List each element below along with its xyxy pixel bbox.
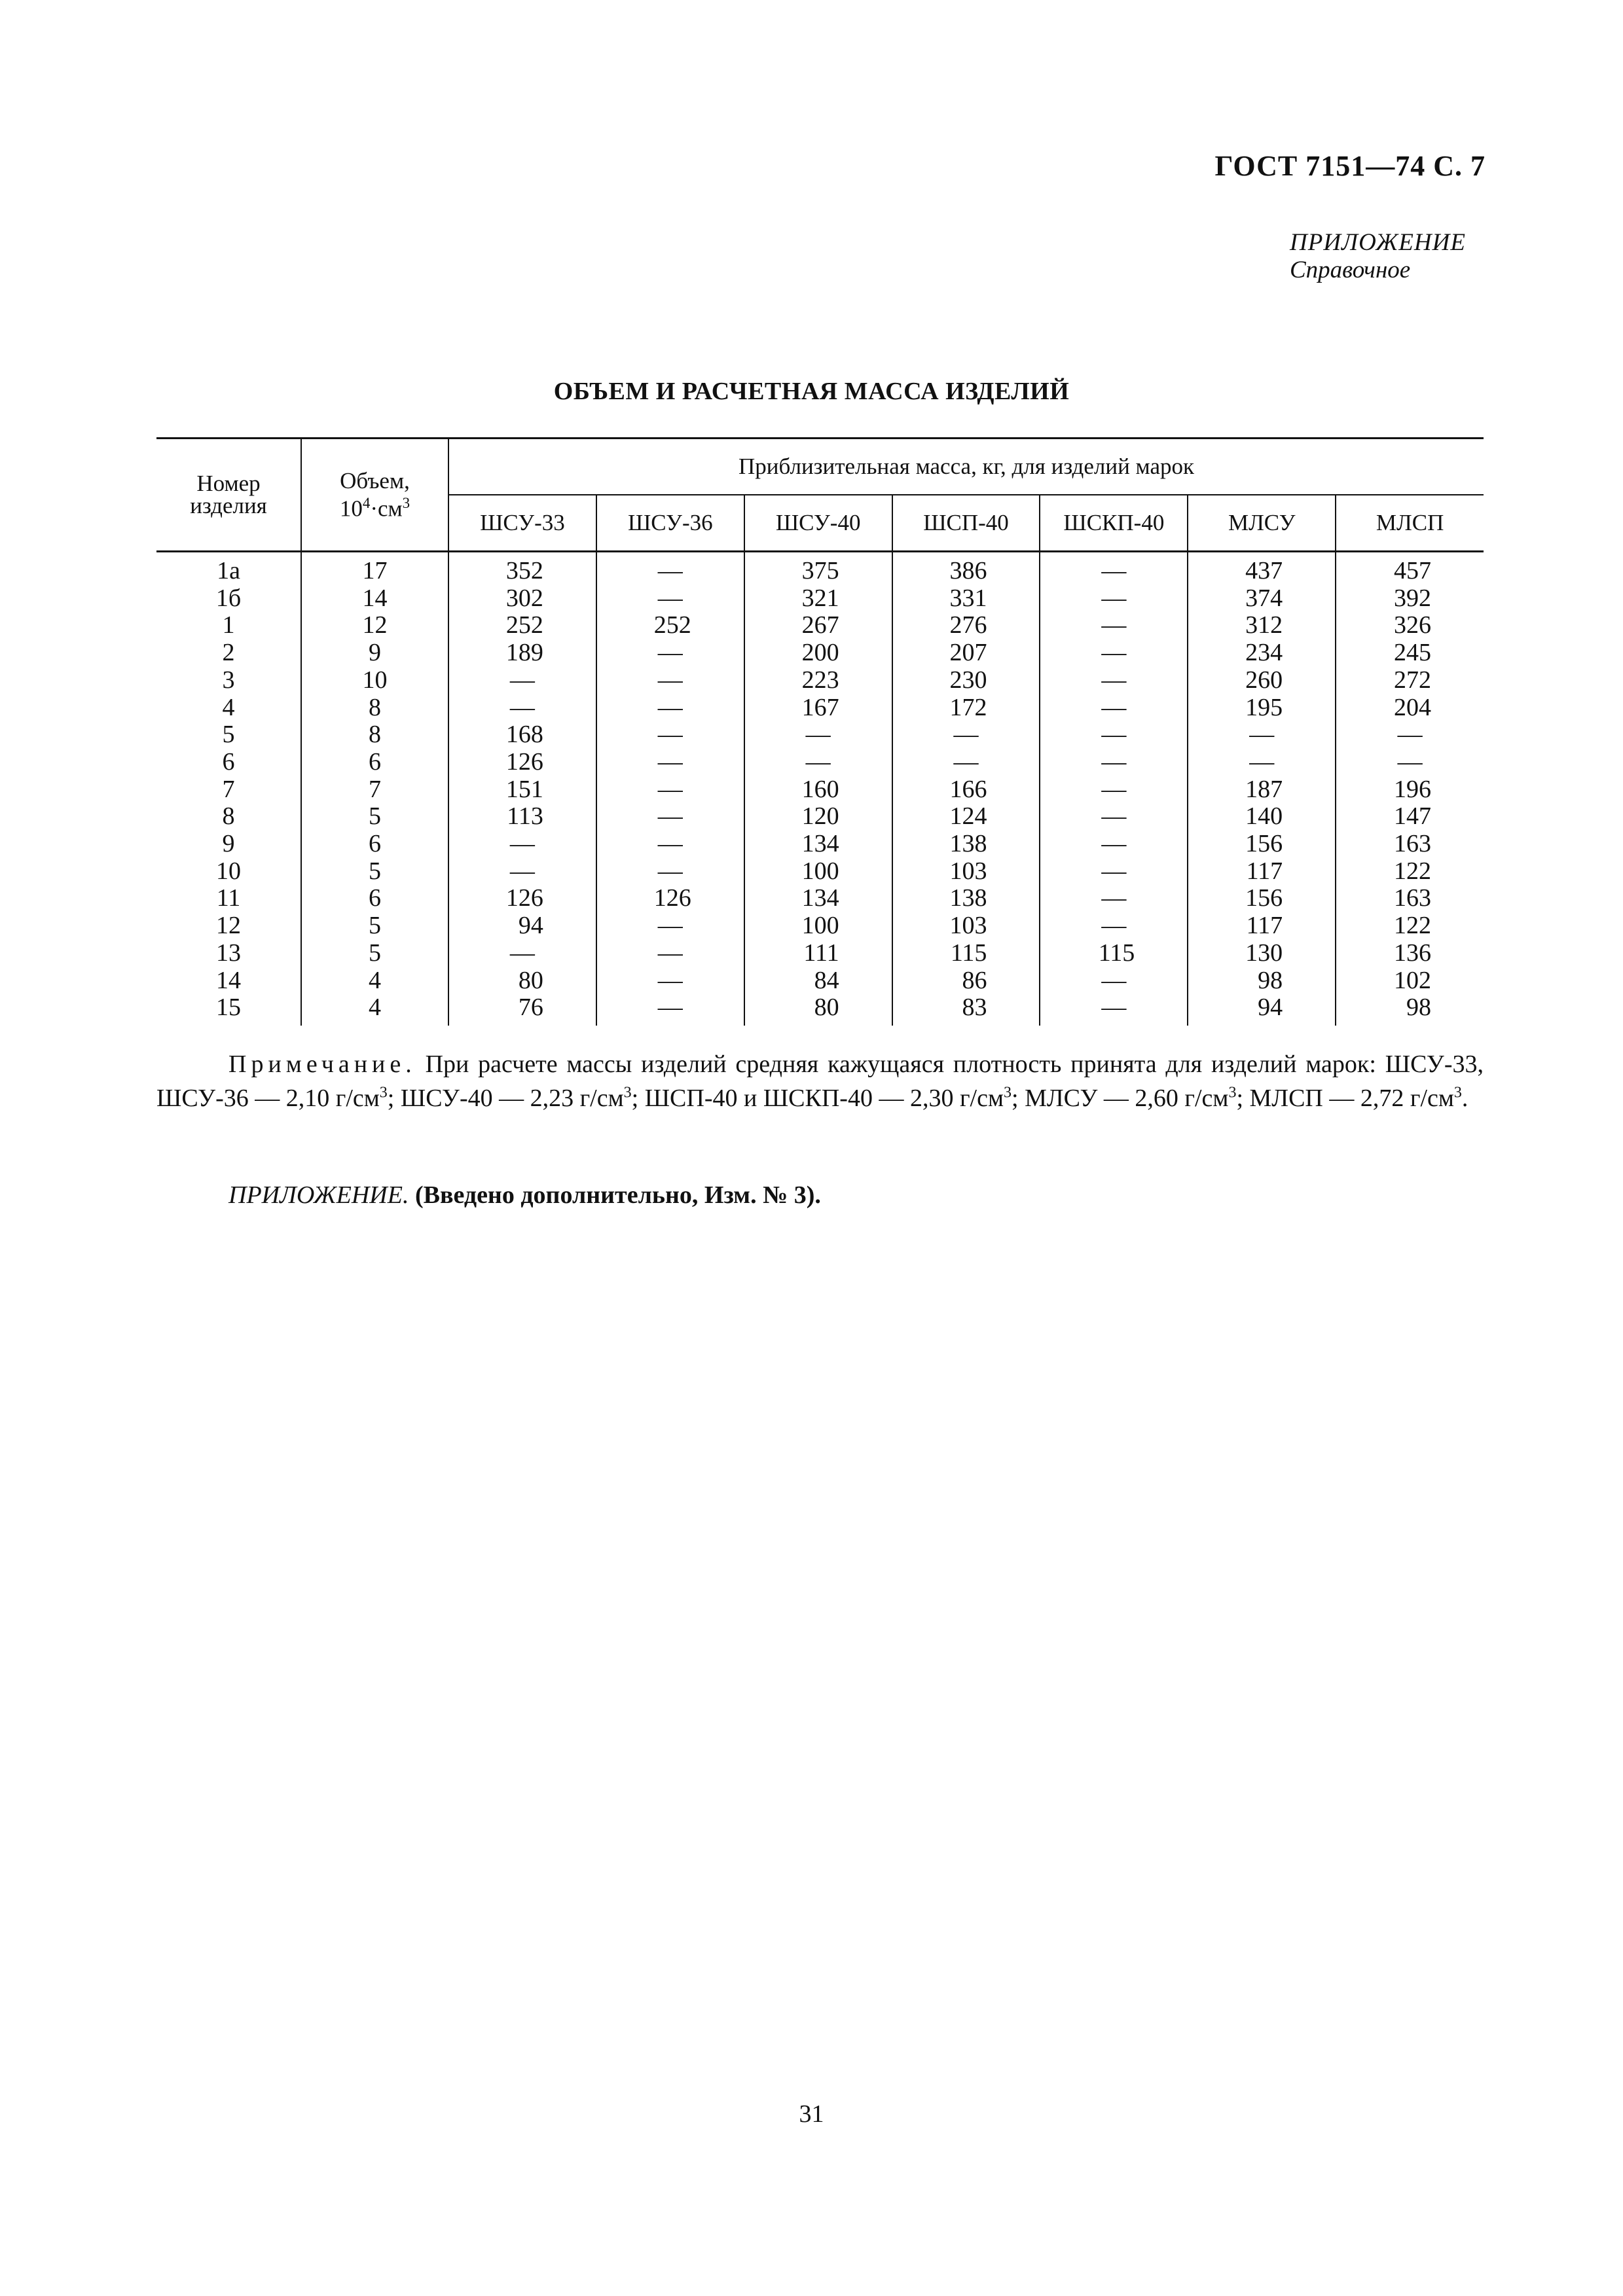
cell-mass: —: [1040, 885, 1188, 912]
table-note: [156, 1047, 1484, 1115]
cell-product-number: 15: [156, 994, 301, 1026]
appendix-label-block: [1290, 229, 1466, 284]
cell-mass: 113: [507, 802, 543, 831]
cell-mass: 84: [744, 967, 892, 995]
cell-volume: 7: [301, 776, 448, 804]
table-row: [156, 912, 1484, 940]
cell-mass: 134: [744, 885, 892, 912]
cell-mass: 252: [505, 611, 543, 639]
cell-product-number: 1: [156, 612, 301, 639]
cell-mass: 392: [1336, 585, 1484, 613]
header-brand: ШСКП-40: [1040, 495, 1188, 552]
cell-mass: —: [1040, 749, 1188, 776]
cell-mass: —: [1040, 967, 1188, 995]
table-row: [156, 831, 1484, 858]
document-header: ГОСТ 7151—74 С. 7: [1214, 150, 1486, 182]
cell-mass: 98: [1336, 994, 1484, 1026]
note-text-3: ; ШСП-40 и ШСКП-40 — 2,30 г/см: [631, 1085, 1004, 1112]
header-brand: МЛСУ: [1188, 495, 1336, 552]
cell-mass: —: [596, 858, 744, 886]
cell-mass: 321: [744, 585, 892, 613]
cell-product-number: 4: [156, 694, 301, 722]
cell-mass: —: [1336, 721, 1484, 749]
cell-mass: —: [596, 776, 744, 804]
cell-mass: 126: [505, 747, 543, 776]
note-exp: 3: [1228, 1084, 1237, 1102]
cell-mass: 195: [1188, 694, 1336, 722]
cell-volume: 12: [301, 612, 448, 639]
cell-mass: 100: [744, 858, 892, 886]
cell-mass: 100: [744, 912, 892, 940]
cell-mass: —: [1040, 776, 1188, 804]
cell-mass: —: [509, 693, 535, 721]
cell-mass: —: [596, 912, 744, 940]
cell-mass: 140: [1188, 803, 1336, 831]
cell-mass: —: [1040, 994, 1188, 1026]
cell-volume: 4: [301, 967, 448, 995]
cell-mass: 374: [1188, 585, 1336, 613]
cell-mass: —: [1040, 858, 1188, 886]
cell-mass: 196: [1336, 776, 1484, 804]
cell-mass: —: [1040, 803, 1188, 831]
cell-mass: 245: [1336, 639, 1484, 667]
mass-table-container: [156, 437, 1484, 1026]
cell-product-number: 5: [156, 721, 301, 749]
header-mass-group: Приблизительная масса, кг, для изделий марок: [448, 439, 1484, 495]
cell-mass: 124: [892, 803, 1040, 831]
cell-mass: 457: [1336, 552, 1484, 585]
table-row: [156, 585, 1484, 613]
cell-mass: —: [1040, 667, 1188, 694]
page-number: 31: [799, 2100, 824, 2128]
cell-volume: 5: [301, 858, 448, 886]
cell-mass: 200: [744, 639, 892, 667]
cell-mass: —: [1040, 721, 1188, 749]
cell-mass: 156: [1188, 831, 1336, 858]
cell-mass: 437: [1188, 552, 1336, 585]
cell-mass: 126: [505, 884, 543, 912]
cell-mass: 130: [1188, 940, 1336, 967]
cell-volume: 4: [301, 994, 448, 1026]
note-text-6: .: [1461, 1085, 1468, 1112]
cell-mass: —: [596, 803, 744, 831]
cell-volume: 9: [301, 639, 448, 667]
cell-mass: 352: [505, 557, 543, 584]
header-product-number-label: Номер изделия: [190, 471, 267, 518]
note-text-5: ; МЛСП — 2,72 г/см: [1236, 1085, 1454, 1112]
cell-mass: —: [509, 830, 535, 858]
cell-mass: —: [1188, 749, 1336, 776]
cell-mass: 136: [1336, 940, 1484, 967]
cell-mass: —: [596, 694, 744, 722]
note-exp: 3: [1453, 1084, 1462, 1102]
cell-mass: 156: [1188, 885, 1336, 912]
cell-product-number: 1а: [156, 552, 301, 585]
mass-table: [156, 437, 1484, 1026]
cell-mass: —: [744, 749, 892, 776]
note-exp: 3: [623, 1084, 632, 1102]
cell-mass: 223: [744, 667, 892, 694]
table-title: ОБЪЕМ И РАСЧЕТНАЯ МАССА ИЗДЕЛИЙ: [553, 378, 1070, 405]
cell-mass: 115: [892, 940, 1040, 967]
cell-mass: 302: [505, 584, 543, 612]
cell-mass: —: [892, 749, 1040, 776]
note-label: Примечание.: [228, 1050, 416, 1078]
table-row: [156, 694, 1484, 722]
cell-product-number: 12: [156, 912, 301, 940]
cell-mass: —: [892, 721, 1040, 749]
amendment-label: ПРИЛОЖЕНИЕ.: [228, 1181, 409, 1209]
cell-product-number: 10: [156, 858, 301, 886]
table-row: [156, 885, 1484, 912]
cell-mass: 252: [596, 612, 744, 639]
cell-mass: 163: [1336, 831, 1484, 858]
cell-mass: 102: [1336, 967, 1484, 995]
table-row: [156, 858, 1484, 886]
note-text-4: ; МЛСУ — 2,60 г/см: [1012, 1085, 1229, 1112]
cell-volume: 5: [301, 912, 448, 940]
cell-mass: —: [1040, 612, 1188, 639]
cell-product-number: 11: [156, 885, 301, 912]
cell-mass: —: [509, 939, 535, 967]
header-brand: ШСУ-36: [596, 495, 744, 552]
cell-mass: 166: [892, 776, 1040, 804]
cell-mass: 331: [892, 585, 1040, 613]
appendix-label: ПРИЛОЖЕНИЕ: [1290, 229, 1466, 256]
cell-mass: 189: [505, 639, 543, 667]
cell-mass: 94: [1188, 994, 1336, 1026]
cell-mass: —: [1040, 639, 1188, 667]
cell-volume: 17: [301, 552, 448, 585]
cell-mass: 167: [744, 694, 892, 722]
cell-mass: —: [509, 666, 535, 694]
cell-mass: 276: [892, 612, 1040, 639]
cell-mass: 115: [1040, 940, 1188, 967]
cell-product-number: 3: [156, 667, 301, 694]
cell-product-number: 6: [156, 749, 301, 776]
cell-volume: 6: [301, 885, 448, 912]
cell-mass: —: [1040, 831, 1188, 858]
table-row: [156, 667, 1484, 694]
note-exp: 3: [1004, 1084, 1012, 1102]
table-row: [156, 612, 1484, 639]
cell-volume: 5: [301, 940, 448, 967]
header-brand: МЛСП: [1336, 495, 1484, 552]
cell-mass: 80: [518, 966, 543, 994]
cell-mass: 386: [892, 552, 1040, 585]
cell-product-number: 1б: [156, 585, 301, 613]
cell-mass: 117: [1188, 912, 1336, 940]
table-row: [156, 940, 1484, 967]
header-volume-exp: 4: [362, 494, 371, 511]
cell-mass: —: [1040, 585, 1188, 613]
cell-volume: 8: [301, 721, 448, 749]
cell-mass: 204: [1336, 694, 1484, 722]
table-body: [156, 552, 1484, 1026]
cell-mass: 103: [892, 912, 1040, 940]
cell-mass: —: [596, 749, 744, 776]
table-row: [156, 776, 1484, 804]
cell-volume: 10: [301, 667, 448, 694]
cell-mass: 163: [1336, 885, 1484, 912]
table-row: [156, 994, 1484, 1026]
cell-mass: —: [1040, 912, 1188, 940]
cell-product-number: 7: [156, 776, 301, 804]
cell-volume: 6: [301, 831, 448, 858]
cell-product-number: 13: [156, 940, 301, 967]
note-text-2: ; ШСУ-40 — 2,23 г/см: [387, 1085, 624, 1112]
cell-mass: 80: [744, 994, 892, 1026]
cell-mass: 272: [1336, 667, 1484, 694]
cell-mass: —: [1040, 694, 1188, 722]
cell-mass: 312: [1188, 612, 1336, 639]
cell-mass: 207: [892, 639, 1040, 667]
cell-mass: 126: [596, 885, 744, 912]
header-brand: ШСУ-33: [448, 495, 596, 552]
header-brand: ШСУ-40: [744, 495, 892, 552]
table-row: [156, 803, 1484, 831]
header-brand: ШСП-40: [892, 495, 1040, 552]
cell-mass: 172: [892, 694, 1040, 722]
cell-mass: 83: [892, 994, 1040, 1026]
cell-mass: 98: [1188, 967, 1336, 995]
cell-mass: —: [509, 857, 535, 885]
cell-mass: 117: [1188, 858, 1336, 886]
cell-mass: 76: [518, 994, 543, 1022]
cell-product-number: 9: [156, 831, 301, 858]
cell-mass: 120: [744, 803, 892, 831]
cell-mass: —: [744, 721, 892, 749]
cell-mass: 86: [892, 967, 1040, 995]
cell-volume: 14: [301, 585, 448, 613]
header-volume-base: 10: [339, 495, 363, 522]
amendment-line: [228, 1181, 821, 1210]
note-exp: 3: [379, 1084, 388, 1102]
cell-mass: 138: [892, 885, 1040, 912]
cell-mass: —: [596, 967, 744, 995]
table-row: [156, 967, 1484, 995]
note-text-1: При расчете массы изделий средняя кажущаяся плотность принята для изделий марок: ШСУ-33, ШСУ-36 — 2,10 г/см: [156, 1050, 1484, 1112]
cell-mass: —: [1188, 721, 1336, 749]
cell-mass: —: [596, 639, 744, 667]
cell-volume: 5: [301, 803, 448, 831]
cell-mass: 326: [1336, 612, 1484, 639]
cell-mass: 122: [1336, 912, 1484, 940]
cell-mass: —: [596, 585, 744, 613]
cell-mass: —: [1336, 749, 1484, 776]
header-volume: [301, 439, 448, 552]
cell-mass: 267: [744, 612, 892, 639]
cell-mass: 160: [744, 776, 892, 804]
cell-mass: 122: [1336, 858, 1484, 886]
cell-mass: 168: [505, 721, 543, 749]
cell-mass: —: [596, 721, 744, 749]
cell-mass: 260: [1188, 667, 1336, 694]
header-volume-label: Объем,: [340, 467, 410, 493]
cell-mass: —: [596, 831, 744, 858]
header-volume-unit-exp: 3: [402, 494, 410, 511]
cell-mass: 111: [744, 940, 892, 967]
cell-product-number: 14: [156, 967, 301, 995]
cell-mass: 187: [1188, 776, 1336, 804]
cell-mass: 234: [1188, 639, 1336, 667]
cell-mass: 138: [892, 831, 1040, 858]
table-row: [156, 639, 1484, 667]
cell-product-number: 2: [156, 639, 301, 667]
appendix-type: Справочное: [1290, 257, 1411, 283]
header-volume-unit: ·см: [370, 495, 403, 522]
cell-volume: 6: [301, 749, 448, 776]
cell-mass: —: [596, 667, 744, 694]
table-row: [156, 721, 1484, 749]
cell-mass: —: [596, 552, 744, 585]
table-row: [156, 552, 1484, 585]
cell-mass: —: [1040, 552, 1188, 585]
cell-mass: 103: [892, 858, 1040, 886]
cell-mass: —: [596, 940, 744, 967]
cell-volume: 8: [301, 694, 448, 722]
cell-mass: 151: [505, 775, 543, 803]
cell-mass: 230: [892, 667, 1040, 694]
table-row: [156, 749, 1484, 776]
cell-mass: 94: [518, 912, 543, 940]
cell-mass: 147: [1336, 803, 1484, 831]
amendment-text: (Введено дополнительно, Изм. № 3).: [409, 1181, 821, 1209]
cell-product-number: 8: [156, 803, 301, 831]
header-product-number: [156, 439, 301, 552]
cell-mass: 134: [744, 831, 892, 858]
cell-mass: 375: [744, 552, 892, 585]
cell-mass: —: [596, 994, 744, 1026]
